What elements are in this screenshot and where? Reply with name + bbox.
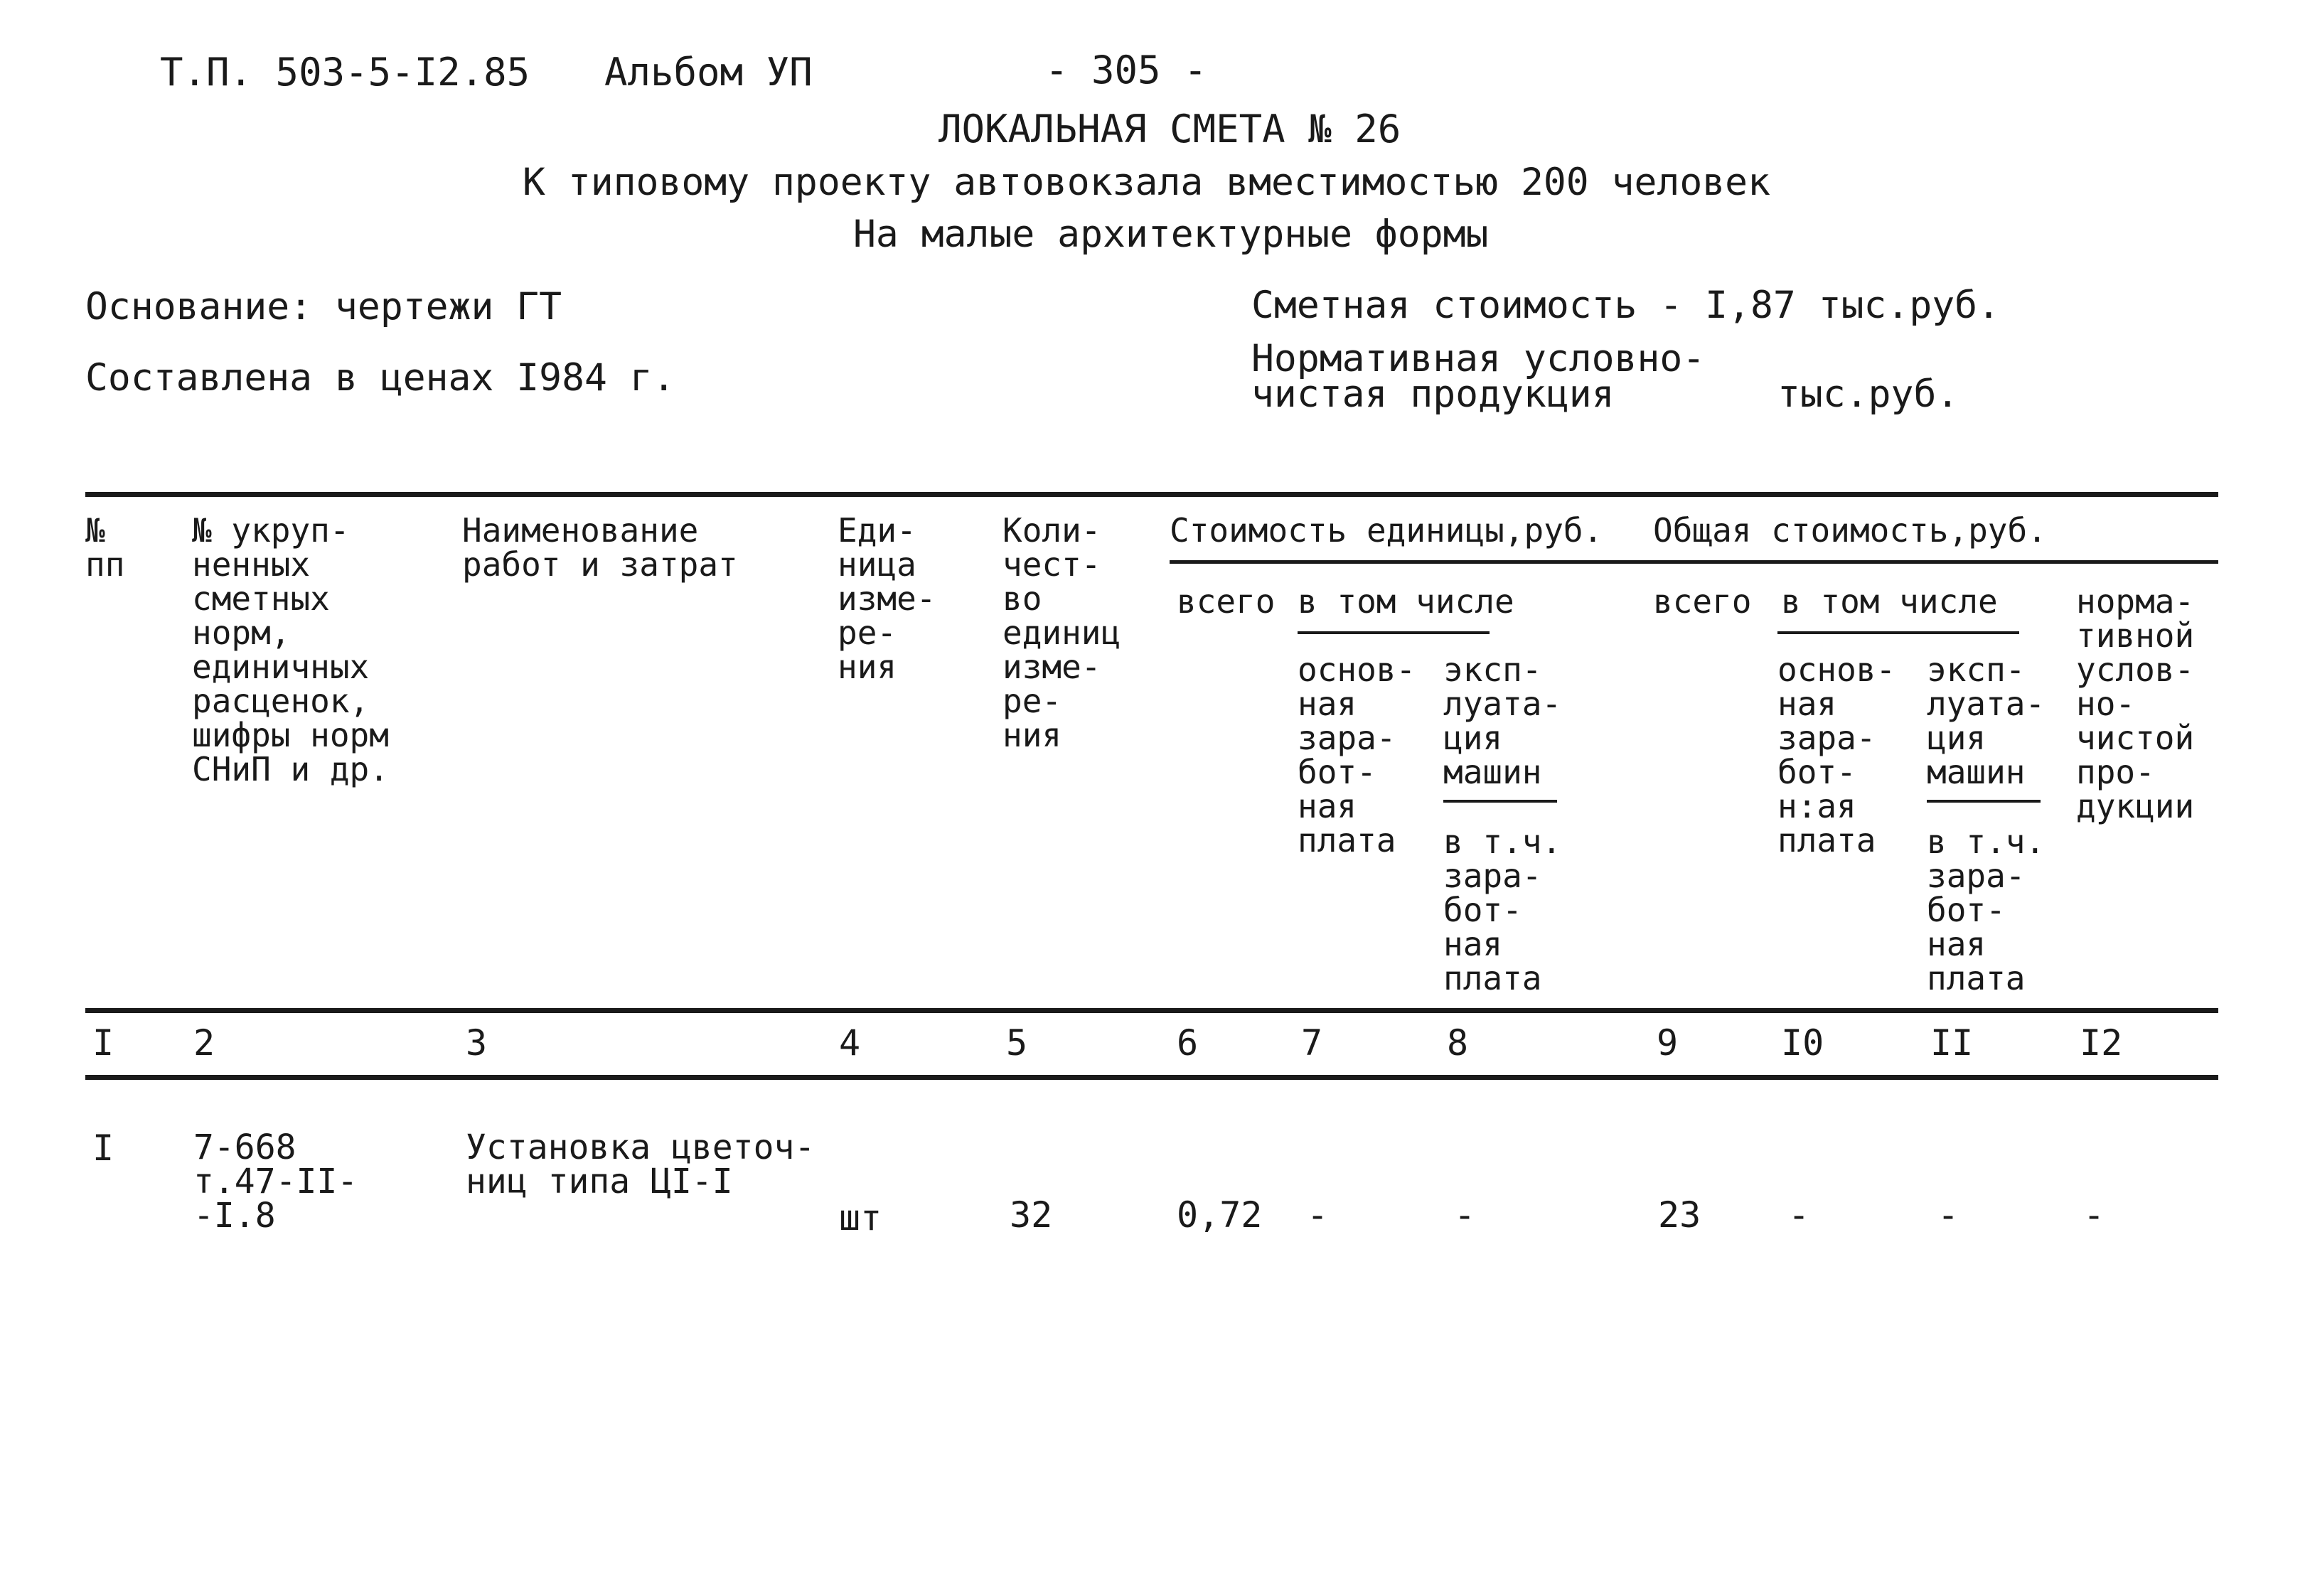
- column-number: 6: [1177, 1022, 1199, 1064]
- normative-line1: Нормативная условно-: [1251, 337, 1706, 380]
- total-machines-rule: [1927, 800, 2041, 803]
- row-total-machines: -: [1937, 1194, 1959, 1236]
- column-number: 2: [193, 1022, 215, 1064]
- cost-group-rule: [1170, 560, 2218, 564]
- row-unit-wage: -: [1307, 1194, 1329, 1236]
- prices-text: Составлена в ценах I984 г.: [85, 356, 675, 400]
- header-unit-machines-wage: в т.ч. зара- бот- ная плата: [1443, 823, 1562, 997]
- album-label: Альбом УП: [604, 50, 813, 95]
- table-top-rule: [85, 492, 2218, 497]
- column-number: 7: [1301, 1022, 1323, 1064]
- estimate-subject: На малые архитектурные формы: [853, 213, 1489, 256]
- column-number: 9: [1657, 1022, 1679, 1064]
- column-number: I2: [2080, 1022, 2123, 1064]
- header-total-including: в том числе: [1781, 582, 1998, 621]
- column-number: 5: [1006, 1022, 1028, 1064]
- column-number: 3: [466, 1022, 488, 1064]
- page-number: - 305 -: [1045, 48, 1207, 92]
- row-total: 23: [1658, 1194, 1701, 1236]
- row-total-wage: -: [1788, 1194, 1810, 1236]
- basis-text: Основание: чертежи ГТ: [85, 285, 562, 328]
- row-number: I: [92, 1128, 114, 1169]
- row-norm-code: 7-668 т.47-II- -I.8: [193, 1128, 358, 1236]
- header-bottom-rule: [85, 1008, 2218, 1013]
- header-unit: Еди- ница изме- ре- ния: [838, 511, 936, 686]
- document-code: Т.П. 503-5-I2.85: [160, 50, 530, 95]
- header-total-total: всего: [1653, 582, 1752, 621]
- header-row-number: № пп: [85, 511, 125, 584]
- header-quantity: Коли- чест- во единиц изме- ре- ния: [1002, 511, 1121, 754]
- header-total-machines: эксп- луата- ция машин: [1927, 650, 2046, 791]
- header-work-name: Наименование работ и затрат: [462, 511, 738, 584]
- row-work-name: Установка цветоч- ниц типа ЦI-I: [466, 1128, 816, 1201]
- unit-breakdown-rule: [1298, 631, 1490, 634]
- estimate-cost: Сметная стоимость - I,87 тыс.руб.: [1251, 284, 2000, 327]
- unit-machines-rule: [1443, 800, 1557, 803]
- header-unit-total: всего: [1177, 582, 1276, 621]
- header-unit-cost-group: Стоимость единицы,руб.: [1170, 511, 1603, 550]
- row-unit: шт: [839, 1197, 882, 1238]
- header-total-cost-group: Общая стоимость,руб.: [1653, 511, 2047, 550]
- header-total-base-wage: основ- ная зара- бот- н:ая плата: [1777, 650, 1896, 859]
- column-number: I0: [1781, 1022, 1824, 1064]
- column-numbers-rule: [85, 1075, 2218, 1080]
- column-number: 4: [839, 1022, 861, 1064]
- header-unit-machines: эксп- луата- ция машин: [1443, 650, 1562, 791]
- header-unit-including: в том числе: [1298, 582, 1514, 621]
- header-normative-product: норма- тивной услов- но- чистой про- дукции: [2076, 582, 2195, 825]
- row-unit-machines: -: [1454, 1194, 1476, 1236]
- row-unit-total: 0,72: [1177, 1194, 1263, 1236]
- header-unit-base-wage: основ- ная зара- бот- ная плата: [1298, 650, 1416, 859]
- header-total-machines-wage: в т.ч. зара- бот- ная плата: [1927, 823, 2046, 997]
- row-total-normative: -: [2083, 1194, 2105, 1236]
- total-breakdown-rule: [1777, 631, 2019, 634]
- column-number: II: [1930, 1022, 1974, 1064]
- estimate-subtitle: К типовому проекту автовокзала вместимостью 200 человек: [523, 161, 1770, 204]
- normative-line2: чистая продукция: [1251, 373, 1615, 416]
- row-quantity: 32: [1010, 1194, 1053, 1236]
- column-number: I: [92, 1022, 114, 1064]
- header-norm-code: № укруп- ненных сметных норм, единичных расценок, шифры норм СНиП и др.: [192, 511, 389, 788]
- column-number: 8: [1447, 1022, 1469, 1064]
- normative-unit: тыс.руб.: [1777, 373, 1959, 416]
- estimate-title: ЛОКАЛЬНАЯ СМЕТА № 26: [939, 107, 1401, 151]
